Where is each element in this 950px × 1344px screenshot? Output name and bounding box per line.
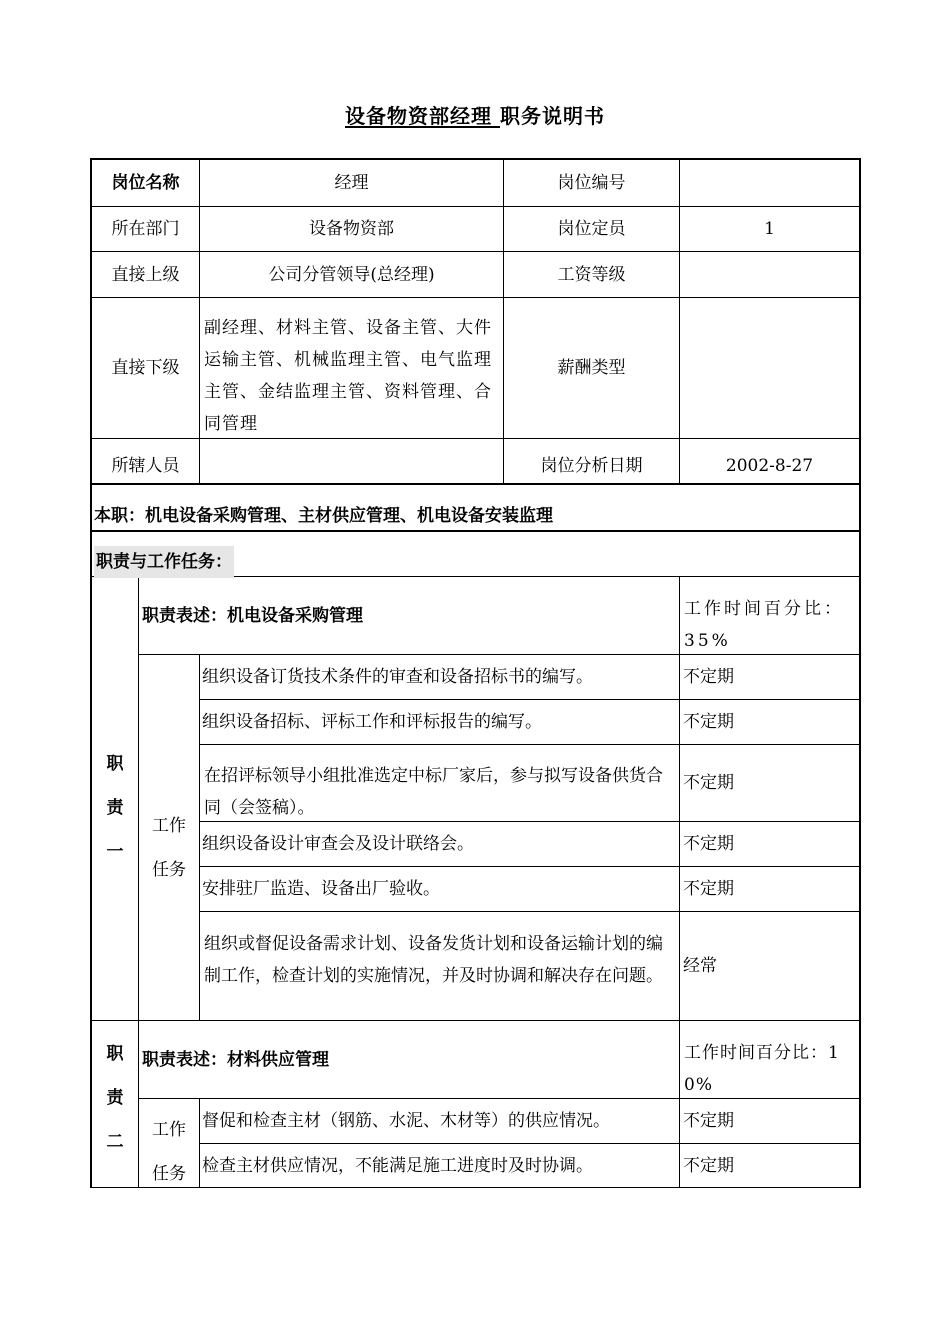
- pay-type-label: 薪酬类型: [557, 358, 626, 378]
- dept-value: 设备物资部: [309, 219, 394, 239]
- duty2-label: [92, 1032, 138, 1164]
- post-no-value: [680, 160, 859, 206]
- duty1-label-1: 职: [106, 754, 124, 774]
- duty2-label-2: 责: [106, 1088, 124, 1108]
- duty1-task-4: 组织设备设计审查会及设计联络会。: [202, 834, 474, 854]
- analysis-date-value: 2002-8-27: [725, 455, 814, 476]
- duty2-task-1: 督促和检查主材（钢筋、水泥、木材等）的供应情况。: [202, 1111, 610, 1131]
- salary-grade-label: 工资等级: [557, 264, 626, 285]
- duty2-label-3: 二: [106, 1132, 124, 1152]
- subordinate-label: 直接下级: [111, 358, 180, 378]
- post-name-value: 经理: [334, 173, 369, 193]
- duty2-label-1: 职: [106, 1044, 124, 1064]
- duty1-label-2: 责: [106, 798, 124, 818]
- duties-header: [94, 548, 394, 576]
- duty1-task-label-2: 任务: [152, 860, 186, 880]
- staff-value: [200, 448, 503, 483]
- post-name-label: 岗位名称: [111, 173, 180, 193]
- pay-type-value: [680, 298, 859, 438]
- duty2-task-label-2: 任务: [152, 1164, 186, 1184]
- duty1-task-1: 组织设备订货技术条件的审查和设备招标书的编写。: [202, 667, 593, 687]
- duty1-freq-3: 不定期: [683, 773, 734, 793]
- duty1-freq-2: 不定期: [683, 712, 734, 732]
- salary-grade-value: [680, 252, 859, 297]
- duty1-task-5: 安排驻厂监造、设备出厂验收。: [202, 879, 440, 899]
- duty1-task-3: 在招评标领导小组批准选定中标厂家后，参与拟写设备供货合同（会签稿）。: [204, 766, 663, 818]
- duty1-freq-4: 不定期: [683, 834, 734, 854]
- duty2-freq-1: 不定期: [683, 1111, 734, 1131]
- duty1-task-6: 组织或督促设备需求计划、设备发货计划和设备运输计划的编制工作，检查计划的实施情况，并及时协调和解决存在问题。: [204, 934, 663, 986]
- title-underlined-part: 设备物资部经理: [345, 104, 500, 128]
- duty1-freq-1: 不定期: [683, 667, 734, 687]
- superior-value: 公司分管领导(总经理): [268, 264, 435, 285]
- duty2-freq-2: 不定期: [683, 1155, 734, 1176]
- duty1-task-label-1: 工作: [152, 816, 186, 836]
- duty1-statement: 职责表述：机电设备采购管理: [142, 605, 363, 626]
- duty1-task-label: [139, 804, 199, 892]
- quota-value: 1: [764, 219, 775, 239]
- post-no-label: 岗位编号: [557, 173, 626, 193]
- duties-header-text: 职责与工作任务：: [94, 546, 234, 578]
- duty1-task-2: 组织设备招标、评标工作和评标报告的编写。: [202, 712, 542, 732]
- duty1-label: [92, 742, 138, 874]
- quota-label: 岗位定员: [557, 219, 626, 239]
- staff-label: 所辖人员: [111, 455, 180, 476]
- document-title: [0, 100, 950, 129]
- analysis-date-label: 岗位分析日期: [540, 455, 643, 476]
- subordinate-value: 副经理、材料主管、设备主管、大件运输主管、机械监理主管、电气监理主管、金结监理主管、资料管理、合同管理: [204, 318, 492, 434]
- superior-label: 直接上级: [111, 264, 180, 285]
- duty2-task-label: [139, 1108, 199, 1196]
- duty1-label-3: 一: [106, 842, 124, 862]
- main-duty: 本职：机电设备采购管理、主材供应管理、机电设备安装监理: [94, 506, 553, 526]
- duty2-task-2: 检查主材供应情况，不能满足施工进度时及时协调。: [202, 1155, 593, 1176]
- duty1-freq-5: 不定期: [683, 879, 734, 899]
- duty1-freq-6: 经常: [683, 956, 717, 976]
- duty1-time-pct: 工作时间百分比：35%: [684, 599, 844, 651]
- job-description-table: [90, 158, 861, 1188]
- dept-label: 所在部门: [111, 219, 180, 239]
- duty2-statement: 职责表述：材料供应管理: [142, 1049, 329, 1070]
- title-rest: 职务说明书: [499, 104, 605, 128]
- duty2-time-pct: 工作时间百分比：10%: [684, 1043, 840, 1095]
- duty2-task-label-1: 工作: [152, 1120, 186, 1140]
